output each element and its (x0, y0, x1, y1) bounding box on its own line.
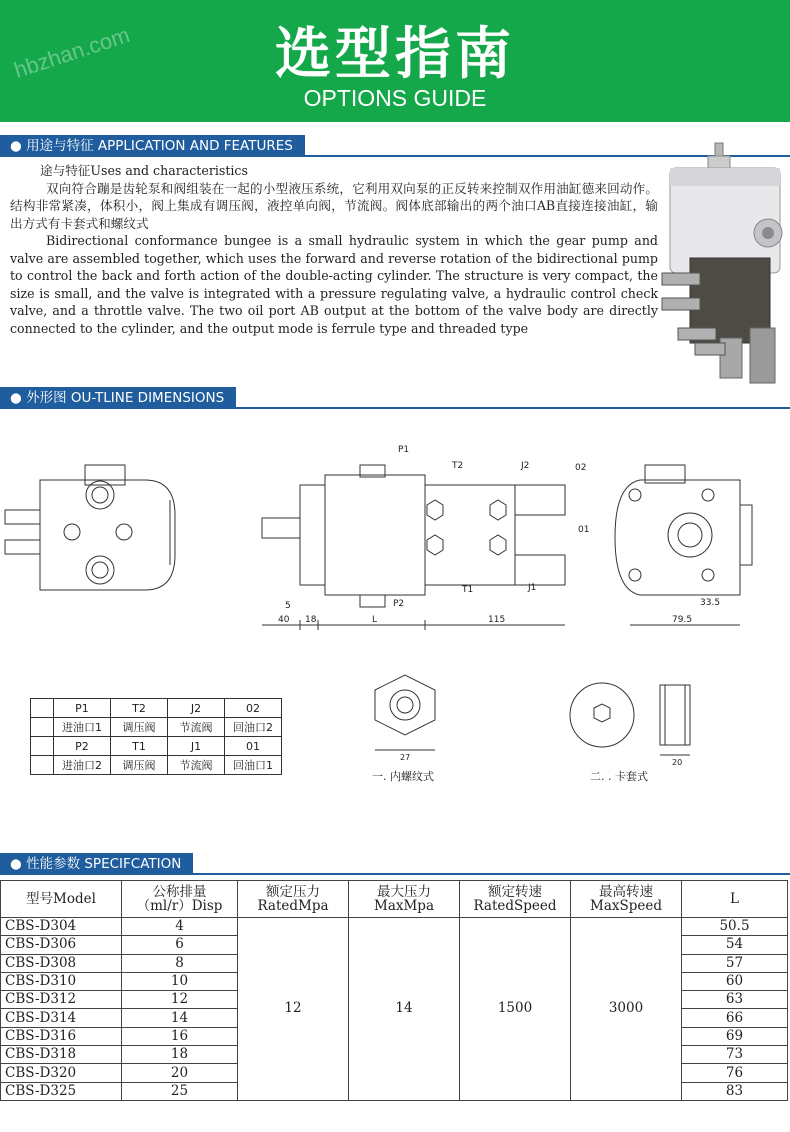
label-j2: J2 (521, 461, 530, 471)
table-cell: 回油口1 (225, 756, 282, 775)
page-subtitle: OPTIONS GUIDE (303, 85, 487, 111)
ferrule-fitting-drawing (560, 660, 710, 770)
label-ferrule: 二. . 卡套式 (590, 770, 648, 783)
table-row (31, 699, 282, 718)
label-threaded: 一. 内螺纹式 (372, 770, 434, 783)
header-disp: 公称排量 （ml/r）Disp (122, 881, 238, 918)
label-j1: J1 (528, 583, 537, 593)
table-row: CBS-D318 18 73 (1, 1046, 788, 1064)
table-row (31, 737, 282, 756)
application-en: Bidirectional conformance bungee is a small hydraulic system in which the gear pump and valve are assembled together, which uses the forward and reverse rotation of the bidirectional pump to control the back and forth action of the double-acting cylinder. The structure is very compact, the size is small, and the valve is integrated with a pressure regulating valve, a hydraulic control check valve, and a throttle valve. The two oil port AB output at the bottom of the valve body are directly connected to the cylinder, and the output mode is ferrule type and threaded type (10, 233, 658, 336)
table-row: CBS-D320 20 76 (1, 1064, 788, 1082)
label-p2: P2 (393, 599, 405, 609)
threaded-fitting-drawing (360, 660, 450, 770)
dim-33-5: 33.5 (700, 598, 721, 608)
header-rated-mpa: 额定压力 RatedMpa (238, 881, 349, 918)
table-row: CBS-D314 14 66 (1, 1009, 788, 1027)
dim-l: L (372, 615, 378, 625)
section-header-application: ● 用途与特征 APPLICATION AND FEATURES (0, 135, 305, 157)
outline-drawing (0, 440, 790, 650)
table-cell: T2 (111, 699, 168, 718)
table-cell: 进油口1 (54, 718, 111, 737)
table-row: CBS-D325 25 83 (1, 1082, 788, 1100)
right-end-view (615, 465, 752, 625)
table-row (31, 718, 282, 737)
ports-table (30, 698, 282, 775)
dim-20: 20 (672, 758, 683, 767)
header-max-speed: 最高转速 MaxSpeed (571, 881, 682, 918)
dim-40: 40 (278, 615, 290, 625)
header-l: L (682, 881, 788, 918)
table-cell: J2 (168, 699, 225, 718)
table-row: CBS-D316 16 69 (1, 1027, 788, 1045)
label-t1: T1 (462, 585, 474, 595)
label-t2: T2 (452, 461, 464, 471)
dim-115: 115 (488, 615, 506, 625)
section-header-outline: ● 外形图 OU-TLINE DIMENSIONS (0, 387, 236, 409)
application-text (10, 162, 658, 337)
table-cell: 调压阀 (111, 718, 168, 737)
table-row: CBS-D312 12 63 (1, 991, 788, 1009)
table-cell: 回油口2 (225, 718, 282, 737)
dim-18: 18 (305, 615, 317, 625)
table-cell: 02 (225, 699, 282, 718)
max-speed-value: 3000 (571, 918, 682, 1101)
header-banner (0, 0, 790, 122)
table-cell: 节流阀 (168, 756, 225, 775)
table-cell: J1 (168, 737, 225, 756)
table-cell: 01 (225, 737, 282, 756)
table-row: CBS-D304 4 12 14 1500 3000 50.5 (1, 918, 788, 936)
header-rated-speed: 额定转速 RatedSpeed (460, 881, 571, 918)
table-cell: 调压阀 (111, 756, 168, 775)
dim-79-5: 79.5 (672, 615, 693, 625)
label-p1: P1 (398, 445, 410, 455)
table-row: CBS-D310 10 60 (1, 972, 788, 990)
header-max-mpa: 最大压力 MaxMpa (349, 881, 460, 918)
label-o2: 02 (575, 463, 587, 473)
left-end-view (5, 465, 175, 590)
page-title: 选型指南 (275, 22, 515, 87)
max-mpa-value: 14 (349, 918, 460, 1101)
section-header-spec: ● 性能参数 SPECIFCATION (0, 853, 193, 875)
table-row: CBS-D306 6 54 (1, 936, 788, 954)
table-cell: 节流阀 (168, 718, 225, 737)
rated-mpa-value: 12 (238, 918, 349, 1101)
pump-photo (660, 138, 788, 388)
table-cell: P2 (54, 737, 111, 756)
table-cell: P1 (54, 699, 111, 718)
spec-table (0, 880, 788, 1101)
header-model: 型号Model (1, 881, 122, 918)
side-view (262, 465, 565, 630)
rated-speed-value: 1500 (460, 918, 571, 1101)
dim-27: 27 (400, 753, 411, 762)
table-row (31, 756, 282, 775)
table-row: CBS-D308 8 57 (1, 954, 788, 972)
dim-5: 5 (285, 601, 291, 611)
table-header-row (1, 881, 788, 918)
label-o1: 01 (578, 525, 590, 535)
watermark: hbzhan.com (10, 22, 133, 83)
application-heading: 途与特征Uses and characteristics (40, 163, 248, 178)
table-cell: T1 (111, 737, 168, 756)
table-cell: 进油口2 (54, 756, 111, 775)
application-cn: 双向符合蹦是齿轮泵和阀组装在一起的小型液压系统，它利用双向泵的正反转来控制双作用油缸德来回动作。结构非常紧凑，体积小，阀上集成有调压阀，液控单向阀，节流阀。阀体底部输出的两个油口AB直接连接油缸，输出方式有卡套式和螺纹式 (10, 180, 658, 231)
